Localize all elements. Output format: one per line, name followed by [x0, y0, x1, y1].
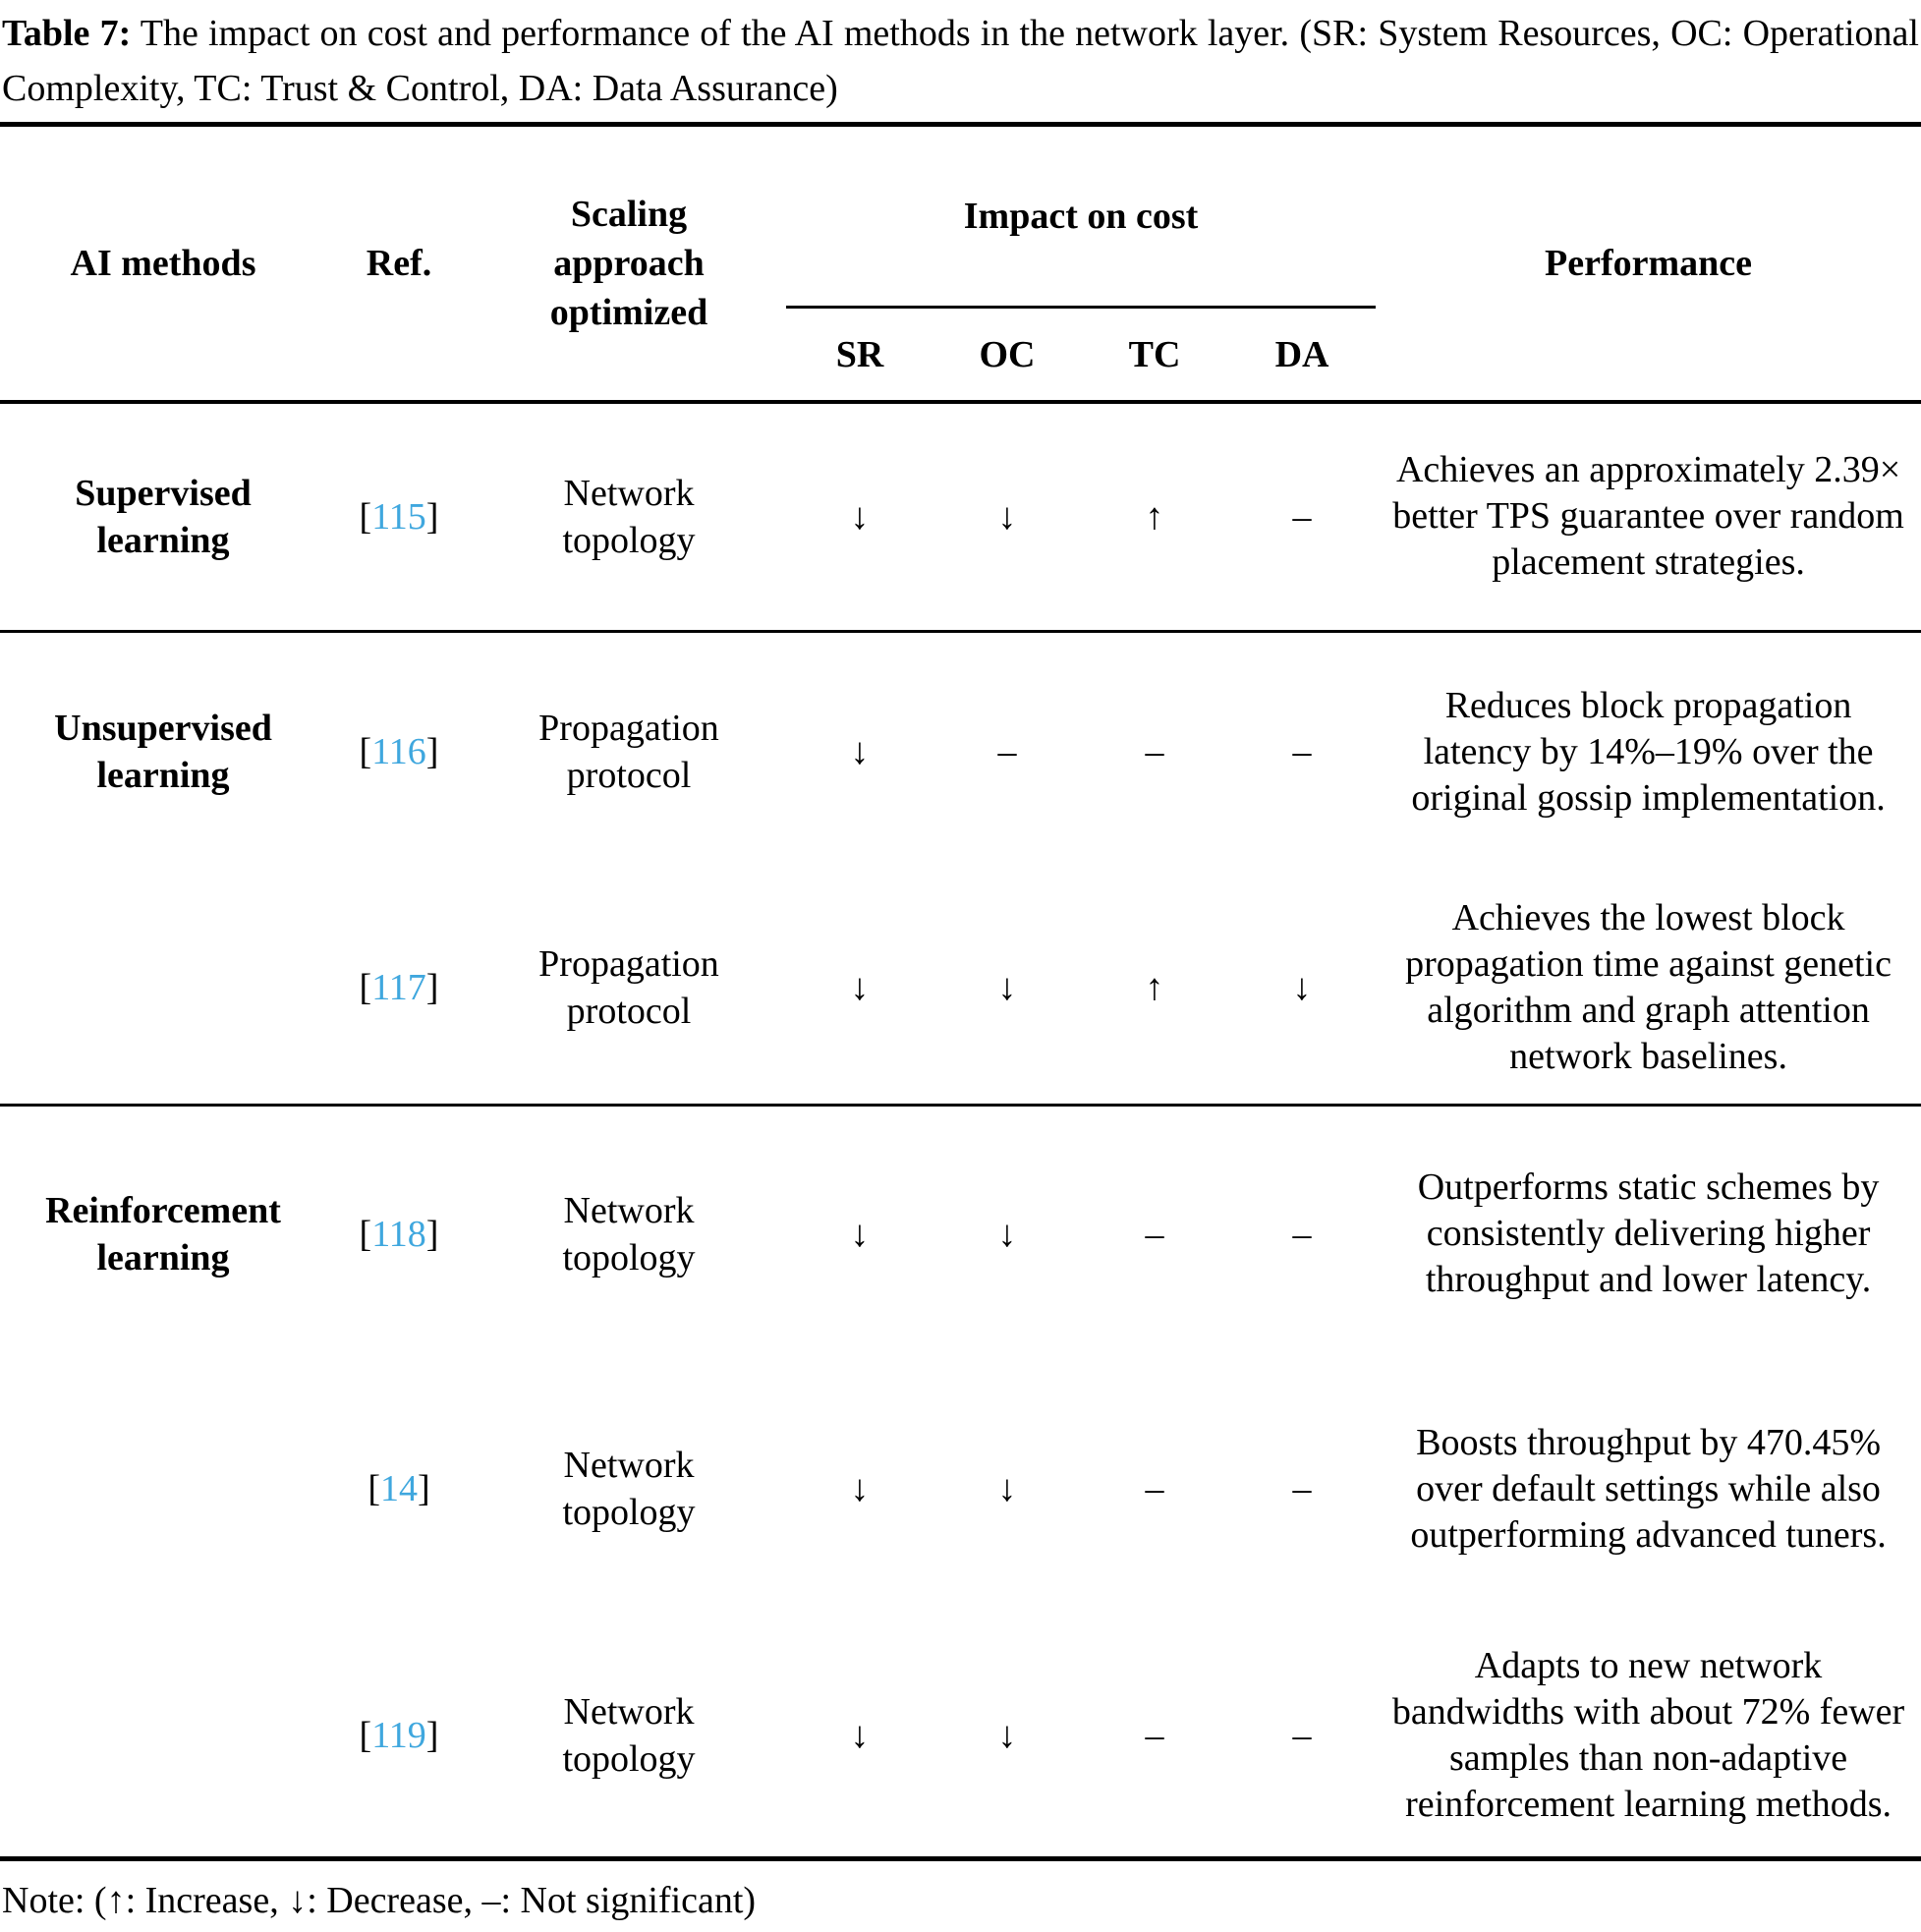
impact-da-cell: – [1228, 1616, 1376, 1858]
method-cell [0, 1616, 326, 1858]
ref-cell: [118] [359, 1213, 439, 1255]
impact-tc-cell: – [1145, 1213, 1164, 1255]
impact-oc-cell: – [997, 731, 1017, 773]
scaling-cell: Propagation protocol [538, 708, 719, 797]
col-header-tc: TC [1081, 308, 1228, 403]
ref-cell: [116] [359, 731, 439, 773]
scaling-cell: Propagation protocol [472, 872, 786, 1105]
col-header-ai-methods: AI methods [0, 125, 326, 403]
method-cell [0, 1362, 326, 1616]
impact-sr-cell: ↓ [850, 1213, 870, 1255]
impact-oc-cell: ↓ [997, 1468, 1017, 1509]
impact-tc-cell: – [1145, 1468, 1164, 1509]
ref-link[interactable]: 116 [371, 731, 426, 773]
impact-sr-cell: ↓ [850, 1468, 870, 1509]
ref-link[interactable]: 117 [371, 966, 426, 1008]
table-row-unsupervised-2 [0, 872, 1921, 1105]
col-header-impact-on-cost: Impact on cost [786, 125, 1376, 308]
performance-cell: Achieves the lowest block propagation time against genetic algorithm and graph attention network baselines. [1376, 872, 1921, 1105]
impact-sr-cell: ↓ [786, 402, 933, 631]
ref-cell: [115] [326, 402, 472, 631]
impact-tc-cell: – [1145, 731, 1164, 773]
impact-da-cell: – [1228, 402, 1376, 631]
table-row-reinforcement-3 [0, 1616, 1921, 1858]
method-cell: Supervised learning [0, 402, 326, 631]
caption-label: Table 7: [2, 13, 132, 54]
table-row-reinforcement [0, 1105, 1921, 1362]
table-row-unsupervised [0, 631, 1921, 872]
impact-da-cell: – [1292, 1213, 1312, 1255]
impact-tc-cell: – [1081, 1616, 1228, 1858]
impact-oc-cell: ↓ [997, 1213, 1017, 1255]
scaling-cell: Network topology [472, 402, 786, 631]
impact-sr-cell: ↓ [786, 872, 933, 1105]
impact-sr-cell: ↓ [850, 731, 870, 773]
table-body [0, 402, 1921, 1858]
impact-tc-cell: ↑ [1081, 872, 1228, 1105]
col-header-da: DA [1228, 308, 1376, 403]
ref-link[interactable]: 115 [371, 495, 426, 538]
scaling-cell: Network topology [562, 1189, 696, 1279]
impact-da-cell: ↓ [1228, 872, 1376, 1105]
col-header-sr: SR [786, 308, 933, 403]
table-row-supervised [0, 402, 1921, 631]
ref-link[interactable]: 119 [371, 1715, 426, 1757]
performance-cell: Adapts to new network bandwidths with about 72% fewer samples than non-adaptive reinforcement learning methods. [1376, 1616, 1921, 1858]
table-note: Note: (↑: Increase, ↓: Decrease, –: Not significant) [2, 1879, 757, 1921]
table-caption [0, 0, 1921, 116]
impact-oc-cell: ↓ [933, 402, 1081, 631]
scaling-cell: Network topology [562, 1445, 696, 1533]
col-header-performance: Performance [1376, 125, 1921, 403]
performance-cell: Outperforms static schemes by consistently delivering higher throughput and lower latency. [1417, 1166, 1880, 1301]
ref-cell: [117] [326, 872, 472, 1105]
method-cell: Reinforcement learning [45, 1189, 281, 1279]
performance-cell: Achieves an approximately 2.39× better TPS guarantee over random placement strategies. [1376, 402, 1921, 631]
performance-cell: Boosts throughput by 470.45% over default settings while also outperforming advanced tuners. [1410, 1421, 1887, 1556]
ref-cell: [119] [326, 1616, 472, 1858]
impact-da-cell: – [1292, 1468, 1312, 1509]
impact-table [0, 122, 1921, 1861]
impact-tc-cell: ↑ [1081, 402, 1228, 631]
impact-da-cell: – [1292, 731, 1312, 773]
ref-cell: [14] [367, 1468, 430, 1509]
ref-link[interactable]: 14 [380, 1468, 418, 1509]
method-cell: Unsupervised learning [54, 708, 272, 797]
table-row-reinforcement-2 [0, 1362, 1921, 1616]
scaling-cell: Network topology [472, 1616, 786, 1858]
impact-oc-cell: ↓ [933, 872, 1081, 1105]
col-header-ref: Ref. [326, 125, 472, 403]
col-header-scaling: Scaling approach optimized [472, 125, 786, 403]
ref-link[interactable]: 118 [371, 1213, 426, 1255]
caption-text: The impact on cost and performance of the AI methods in the network layer. (SR: System Resources, OC: Operational Complexity, TC: Trust & Control, DA: Data Assurance) [2, 13, 1919, 109]
col-header-oc: OC [933, 308, 1081, 403]
impact-sr-cell: ↓ [786, 1616, 933, 1858]
method-cell [0, 872, 326, 1105]
impact-oc-cell: ↓ [933, 1616, 1081, 1858]
performance-cell: Reduces block propagation latency by 14%–19% over the original gossip implementation. [1411, 684, 1886, 819]
